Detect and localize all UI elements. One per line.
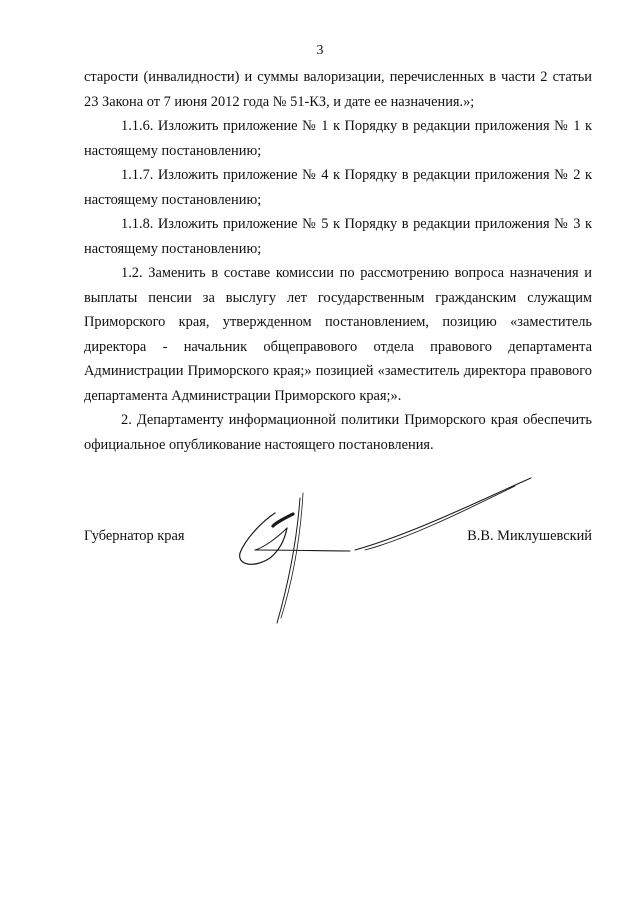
signer-name: В.В. Миклушевский	[467, 528, 592, 544]
document-body	[84, 65, 592, 457]
handwritten-signature	[215, 478, 545, 628]
paragraph-1-1-6: 1.1.6. Изложить приложение № 1 к Порядку в редакции приложения № 1 к настоящему постановлению;	[84, 118, 592, 159]
signer-title: Губернатор края	[84, 528, 185, 544]
paragraph-continuation: старости (инвалидности) и суммы валоризации, перечисленных в части 2 статьи 23 Закона от 7 июня 2012 года № 51-КЗ, и дате ее назначения.»;	[84, 69, 592, 110]
paragraph-1-1-7: 1.1.7. Изложить приложение № 4 к Порядку в редакции приложения № 2 к настоящему постановлению;	[84, 167, 592, 208]
paragraph-1-2: 1.2. Заменить в составе комиссии по рассмотрению вопроса назначения и выплаты пенсии за выслугу лет государственным гражданским служащим Приморского края, утвержденном постановлением, позицию «заместитель директора - начальник общеправового отдела правового департамента Администрации Приморского края;» позицией «заместитель директора правового департамента Администрации Приморского края;».	[84, 265, 592, 404]
page-number: 3	[316, 43, 324, 58]
paragraph-2: 2. Департаменту информационной политики Приморского края обеспечить официальное опубликование настоящего постановления.	[84, 412, 592, 453]
paragraph-1-1-8: 1.1.8. Изложить приложение № 5 к Порядку в редакции приложения № 3 к настоящему постановлению;	[84, 216, 592, 257]
